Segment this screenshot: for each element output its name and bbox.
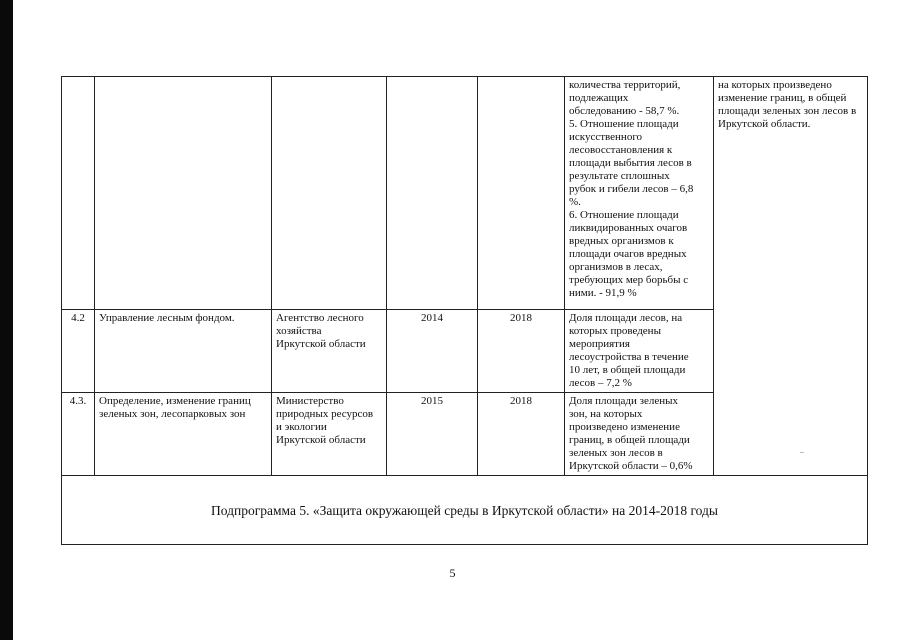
cell-num: 4.2 [62,310,95,393]
cell-num [62,77,95,310]
cell-name [95,77,272,310]
cell-executor: Агентство лесного хозяйства Иркутской области [272,310,387,393]
cell-start: 2014 [387,310,478,393]
cell-start [387,77,478,310]
program-table [61,76,868,545]
cell-executor: Министерство природных ресурсов и экологии Иркутской области [272,393,387,476]
scan-edge-bar [0,0,13,640]
subprogram-title: Подпрограмма 5. «Защита окружающей среды в Иркутской области» на 2014-2018 годы [62,476,868,545]
cell-start: 2015 [387,393,478,476]
cell-result: на которых произведено изменение границ, в общей площади зеленых зон лесов в Иркутской области. [714,77,868,476]
cell-executor [272,77,387,310]
cell-name: Управление лесным фондом. [95,310,272,393]
cell-end [478,77,565,310]
cell-indicator: Доля площади лесов, на которых проведены мероприятия лесоустройства в течение 10 лет, в общей площади лесов – 7,2 % [565,310,714,393]
table-row-continuation [62,77,868,310]
cell-indicators-continued: количества территорий, подлежащих обследованию - 58,7 %. 5. Отношение площади искусственного лесовосстановления к площади выбытия лесов в результате сплошных рубок и гибели лесов – 6,8 %. 6. Отношение площади ликвидированных очагов вредных организмов к площади очагов вредных организмов в лесах, требующих мер борьбы с ними. - 91,9 % [565,77,714,310]
cell-indicator: Доля площади зеленых зон, на которых произведено изменение границ, в общей площади зеленых зон лесов в Иркутской области – 0,6% [565,393,714,476]
table-row-subprogram [62,476,868,545]
page-number: 5 [449,566,456,580]
cell-end: 2018 [478,393,565,476]
scan-artifact [800,452,804,453]
cell-num: 4.3. [62,393,95,476]
cell-end: 2018 [478,310,565,393]
cell-name: Определение, изменение границ зеленых зон, лесопарковых зон [95,393,272,476]
